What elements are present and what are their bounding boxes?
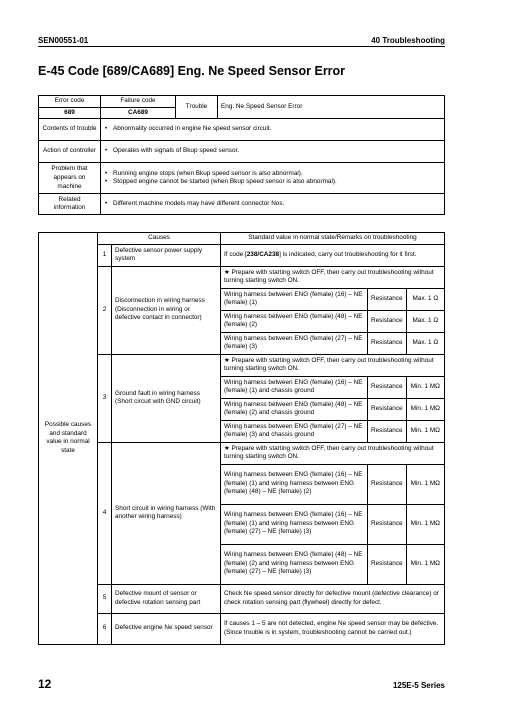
standard-value: Min. 1 MΩ [406, 420, 444, 442]
check-item: Wiring harness between ENG (female) (16) – NE (female) (1) [221, 288, 368, 310]
action-value: • Operates with signals of Bkup speed sensor. [104, 147, 441, 156]
standard-value: Max. 1 Ω [406, 310, 444, 332]
error-code-label: Error code [39, 96, 101, 108]
failure-code-value: CA689 [101, 107, 176, 119]
cause-remark: If code [238/CA238] is indicated, carry out troubleshooting for it first. [221, 244, 445, 266]
problem-item: • Running engine stops (when Bkup speed sensor is also abnormal). [104, 170, 441, 179]
check-item: Wiring harness between ENG (female) (48) – NE (female) (2) [221, 310, 368, 332]
cause-text: Defective sensor power supply system [112, 244, 221, 266]
failure-code-label: Failure code [101, 96, 176, 108]
causes-table [38, 232, 445, 645]
check-item: Wiring harness between ENG (female) (16) – NE (female) (1) and wiring harness between ENG (female) (27) – NE (female) (3) [221, 504, 368, 544]
cause-text: Defective engine Ne speed sensor [112, 613, 221, 644]
page-title: E-45 Code [689/CA689] Eng. Ne Speed Sensor Error [38, 64, 346, 78]
error-code-value: 689 [39, 107, 101, 119]
cause-number: 2 [98, 266, 112, 354]
related-code: 238/CA238 [246, 250, 280, 258]
contents-label: Contents of trouble [39, 119, 101, 141]
cause-number: 1 [98, 244, 112, 266]
standard-value: Min. 1 MΩ [406, 376, 444, 398]
doc-id: SEN00551-01 [38, 36, 89, 45]
standard-value: Min. 1 MΩ [406, 504, 444, 544]
prepare-note: ★ Prepare with starting switch OFF, then carry out troubleshooting without turning starting switch ON. [221, 354, 445, 376]
cause-number: 5 [98, 584, 112, 613]
prepare-note: ★ Prepare with starting switch OFF, then carry out troubleshooting without turning starting switch ON. [221, 442, 445, 464]
resistance-label: Resistance [368, 310, 407, 332]
standard-value: Min. 1 MΩ [406, 398, 444, 420]
resistance-label: Resistance [368, 332, 407, 354]
cause-number: 4 [98, 442, 112, 584]
cause-remark: Check Ne speed sensor directly for defective mount (defective clearance) or check rotation sensing part (flywheel) directly for defect. [221, 584, 445, 613]
cause-number: 6 [98, 613, 112, 644]
causes-header: Causes [98, 233, 221, 245]
check-item: Wiring harness between ENG (female) (16) – NE (female) (1) and wiring harness between ENG (female) (48) – NE (female) (2) [221, 464, 368, 504]
check-item: Wiring harness between ENG (female) (27) – NE (female) (3) and chassis ground [221, 420, 368, 442]
action-label: Action of controller [39, 141, 101, 163]
page-number: 12 [38, 677, 52, 691]
cause-remark: If causes 1 – 5 are not detected, engine Ne speed sensor may be defective. (Since trouble is in system, troubleshooting cannot be carried out.) [221, 613, 445, 644]
check-item: Wiring harness between ENG (female) (27) – NE (female) (3) [221, 332, 368, 354]
standard-value: Min. 1 MΩ [406, 544, 444, 584]
standard-value: Min. 1 MΩ [406, 464, 444, 504]
header-rule [38, 46, 445, 47]
cause-text: Short circuit in wiring harness (With another wiring harness) [112, 442, 221, 584]
contents-value: • Abnormality occurred in engine Ne speed sensor circuit. [104, 125, 441, 134]
resistance-label: Resistance [368, 288, 407, 310]
check-item: Wiring harness between ENG (female) (16) – NE (female) (1) and chassis ground [221, 376, 368, 398]
resistance-label: Resistance [368, 376, 407, 398]
series-label: 125E-5 Series [392, 681, 445, 690]
resistance-label: Resistance [368, 420, 407, 442]
trouble-label: Trouble [176, 96, 218, 119]
cause-text: Defective mount of sensor or defective rotation sensing part [112, 584, 221, 613]
prepare-note: ★ Prepare with starting switch OFF, then carry out troubleshooting without turning starting switch ON. [221, 266, 445, 288]
check-item: Wiring harness between ENG (female) (48) – NE (female) (2) and chassis ground [221, 398, 368, 420]
standard-value: Max. 1 Ω [406, 288, 444, 310]
possible-causes-label: Possible causes and standard value in normal state [39, 233, 98, 645]
cause-text: Ground fault in wiring harness (Short circuit with GND circuit) [112, 354, 221, 442]
cause-number: 3 [98, 354, 112, 442]
cause-text: Disconnection in wiring harness (Disconnection in wiring or defective contact in connector) [112, 266, 221, 354]
section-title: 40 Troubleshooting [371, 36, 445, 45]
resistance-label: Resistance [368, 398, 407, 420]
related-label: Related information [39, 194, 101, 215]
standard-value-header: Standard value in normal state/Remarks on troubleshooting [221, 233, 445, 245]
resistance-label: Resistance [368, 464, 407, 504]
resistance-label: Resistance [368, 544, 407, 584]
problem-item: • Stopped engine cannot be started (when Bkup speed sensor is also abnormal). [104, 178, 441, 187]
related-value: • Different machine models may have different connector Nos. [104, 200, 441, 209]
trouble-value: Eng. Ne Speed Sensor Error [218, 96, 445, 119]
check-item: Wiring harness between ENG (female) (48) – NE (female) (2) and wiring harness between ENG (female) (27) – NE (female) (3) [221, 544, 368, 584]
resistance-label: Resistance [368, 504, 407, 544]
error-info-table [38, 95, 445, 215]
standard-value: Max. 1 Ω [406, 332, 444, 354]
problem-label: Problem that appears on machine [39, 163, 101, 194]
